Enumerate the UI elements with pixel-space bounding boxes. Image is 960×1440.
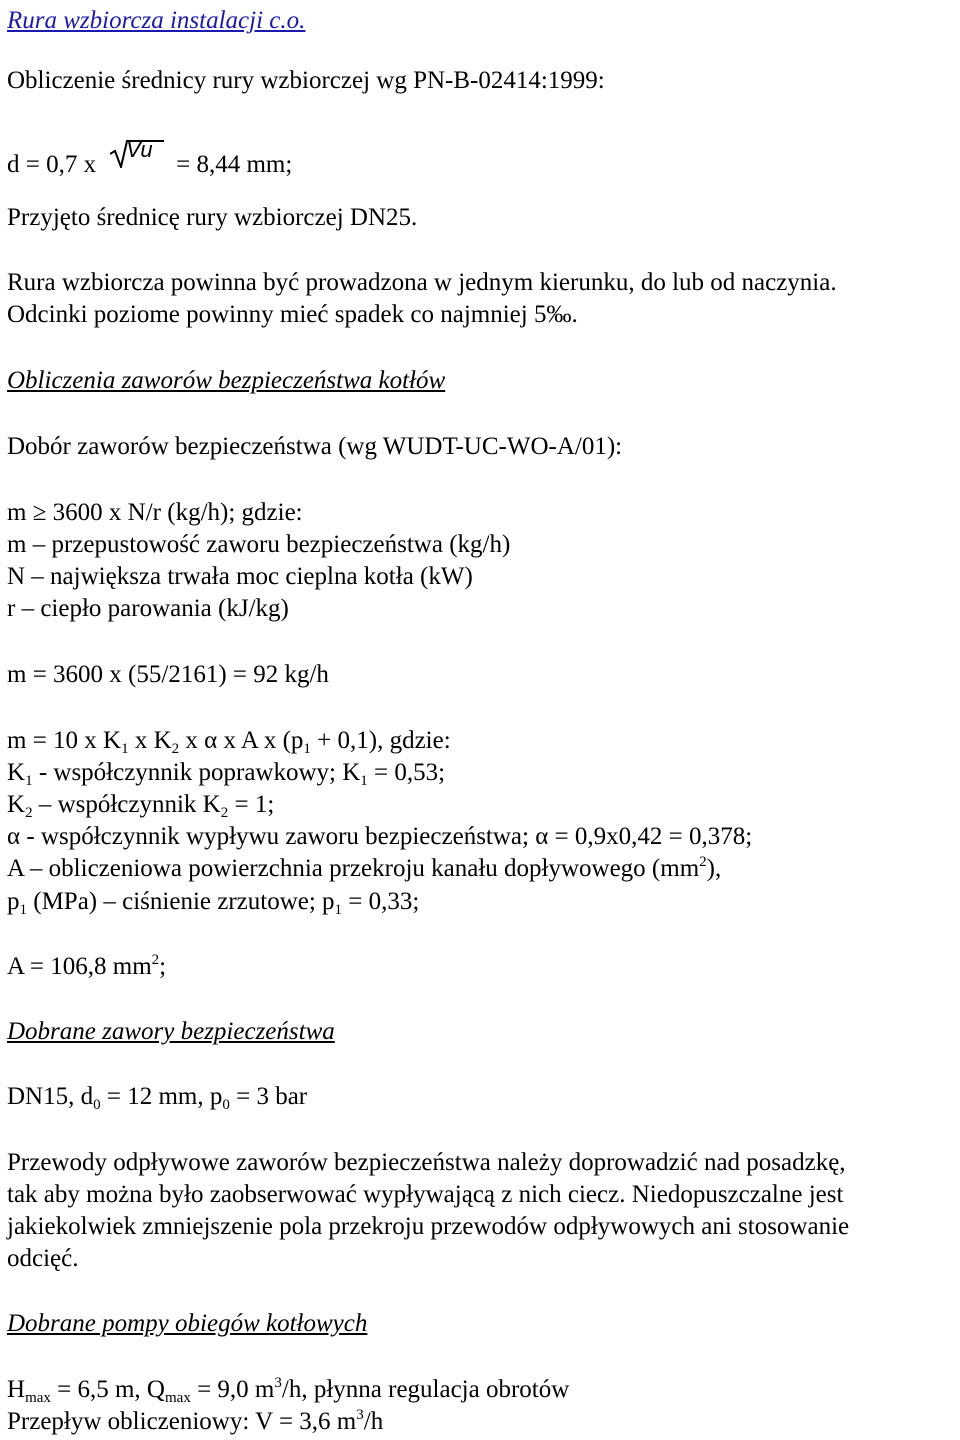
formula-d-left: d = 0,7 x xyxy=(7,151,97,178)
paragraph-przewody-line: odcięć. xyxy=(7,1245,79,1272)
formula-d-right: = 8,44 mm; xyxy=(176,151,293,178)
text-hmax-qmax: $H_{max} = 6,5$ m, $Q_{max} = 9,0$ $m^3/h$, płynna regulacja obrotów xyxy=(7,1375,570,1406)
definition-a: A – obliczeniowa powierzchnia przekroju kanału dopływowego $(mm^2)$, xyxy=(7,854,722,882)
sqrt-icon xyxy=(110,137,164,168)
text-rura-kierunek: Rura wzbiorcza powinna być prowadzona w jednym kierunku, do lub od naczynia. xyxy=(7,269,837,296)
formula-m-ge: m ≥ 3600 x N/r (kg/h); gdzie: xyxy=(7,499,303,526)
definition-alpha: α - współczynnik wypływu zaworu bezpieczeństwa; α = 0,9x0,42 = 0,378; xyxy=(7,823,753,850)
text-dobor-zaworow: Dobór zaworów bezpieczeństwa (wg WUDT-UC-WO-A/01): xyxy=(7,433,623,460)
definition-r: r – ciepło parowania (kJ/kg) xyxy=(7,595,289,622)
formula-d-radicand: Vu xyxy=(126,137,153,162)
text-przeplyw: Przepływ obliczeniowy: V = 3,6 $m^3/h$ xyxy=(7,1407,384,1435)
definition-m: m – przepustowość zaworu bezpieczeństwa (kg/h) xyxy=(7,531,511,558)
definition-p1: $p_1$ (MPa) – ciśnienie zrzutowe; $p_1 = 0,33$; xyxy=(7,888,420,918)
text-odcinki-spadek: Odcinki poziome powinny mieć spadek co najmniej 5‰. xyxy=(7,301,578,328)
text-przyjeto: Przyjęto średnicę rury wzbiorczej DN25. xyxy=(7,204,418,231)
text-obliczenie-srednicy: Obliczenie średnicy rury wzbiorczej wg PN-B-02414:1999: xyxy=(7,67,605,94)
text-dn15: DN15, $d_0 = 12$ mm, $p_0 = 3$ bar xyxy=(7,1083,308,1113)
formula-m-valve: m = 10 x $K_1$ x $K_2$ x α x A x $(p_1 + 0,1)$, gdzie: xyxy=(7,727,451,757)
definition-k2: $K_2$ – współczynnik $K_2 = 1$; xyxy=(7,791,275,821)
paragraph-przewody-line: tak aby można było zaobserwować wypływającą z nich ciecz. Niedopuszczalne jest xyxy=(7,1181,844,1208)
definition-n: N – największa trwała moc cieplna kotła (kW) xyxy=(7,563,473,590)
paragraph-przewody-line: Przewody odpływowe zaworów bezpieczeństwa należy doprowadzić nad posadzkę, xyxy=(7,1149,846,1176)
formula-a-value: A = 106,8 $mm^2$; xyxy=(7,952,167,980)
heading-rura-wzbiorcza[interactable]: Rura wzbiorcza instalacji c.o. xyxy=(7,7,306,34)
heading-dobrane-pompy: Dobrane pompy obiegów kotłowych xyxy=(7,1310,368,1337)
heading-obliczenia-zaworow: Obliczenia zaworów bezpieczeństwa kotłów xyxy=(7,367,446,394)
heading-dobrane-zawory: Dobrane zawory bezpieczeństwa xyxy=(7,1018,335,1045)
definition-k1: $K_1$ - współczynnik poprawkowy; $K_1 = 0,53$; xyxy=(7,759,446,789)
paragraph-przewody-line: jakiekolwiek zmniejszenie pola przekroju przewodów odpływowych ani stosowanie xyxy=(7,1213,850,1240)
formula-m-calc: m = 3600 x (55/2161) = 92 kg/h xyxy=(7,661,329,688)
formula-d xyxy=(7,137,293,181)
